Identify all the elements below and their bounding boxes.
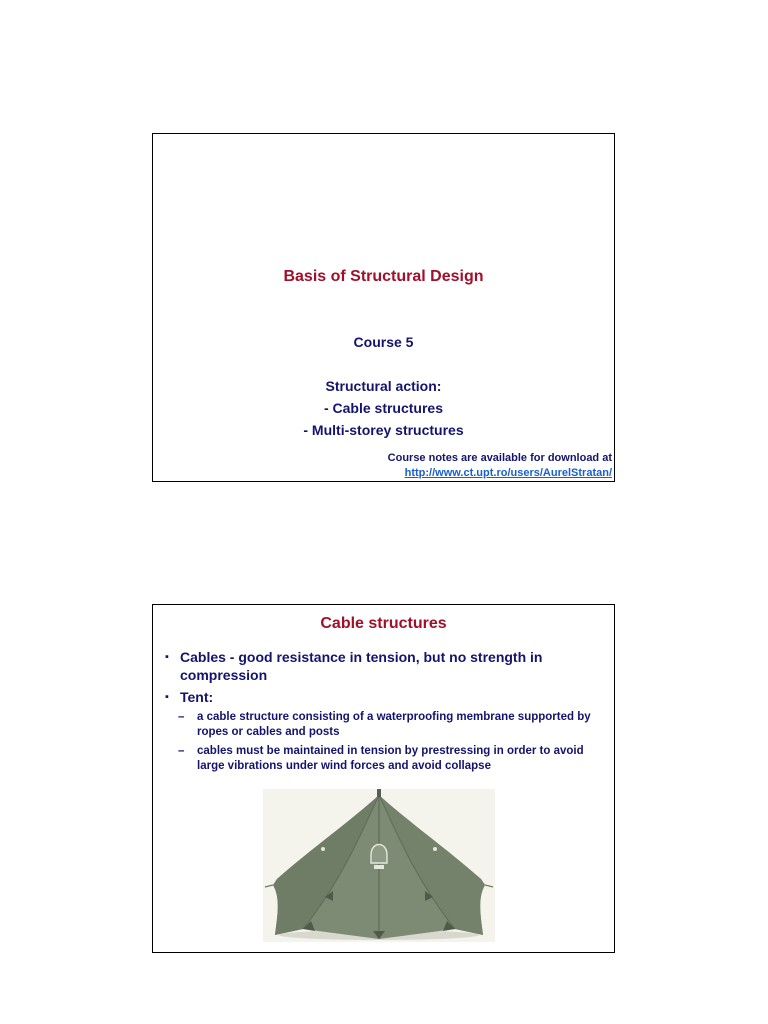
sub-bullet-marker: – <box>178 745 185 757</box>
tent-icon <box>263 789 495 942</box>
slide-title: Cable structures <box>320 615 447 632</box>
bullet-text: Cables - good resistance in tension, but no strength in compression <box>180 649 543 683</box>
bullet-text: Tent: <box>180 689 214 705</box>
bullet-item <box>163 648 600 684</box>
sub-bullet-item <box>163 744 600 774</box>
bullet-list <box>163 648 600 778</box>
sub-bullet-text: a cable structure consisting of a waterproofing membrane supported by ropes or cables and posts <box>197 711 591 738</box>
course-notes-text: Course notes are available for download at <box>387 452 612 464</box>
action-line: - Cable structures <box>323 400 444 416</box>
structural-action-list <box>153 375 614 441</box>
sub-bullet-text: cables must be maintained in tension by prestressing in order to avoid large vibrations under wind forces and avoid collapse <box>197 745 584 772</box>
sub-bullet-item <box>163 710 600 740</box>
course-notes-link[interactable]: http://www.ct.upt.ro/users/AurelStratan/ <box>404 467 612 479</box>
action-line: - Multi-storey structures <box>303 422 464 438</box>
cable-structures-slide <box>152 604 615 953</box>
slide-title: Basis of Structural Design <box>283 268 484 285</box>
course-notes <box>388 451 612 481</box>
action-line: Structural action: <box>325 378 442 394</box>
tent-photo <box>263 789 495 942</box>
bullet-marker: ▪ <box>165 691 169 703</box>
course-number: Course 5 <box>353 334 414 350</box>
title-slide <box>152 133 615 482</box>
bullet-marker: ▪ <box>165 651 169 663</box>
bullet-item <box>163 688 600 706</box>
sub-bullet-marker: – <box>178 711 185 723</box>
